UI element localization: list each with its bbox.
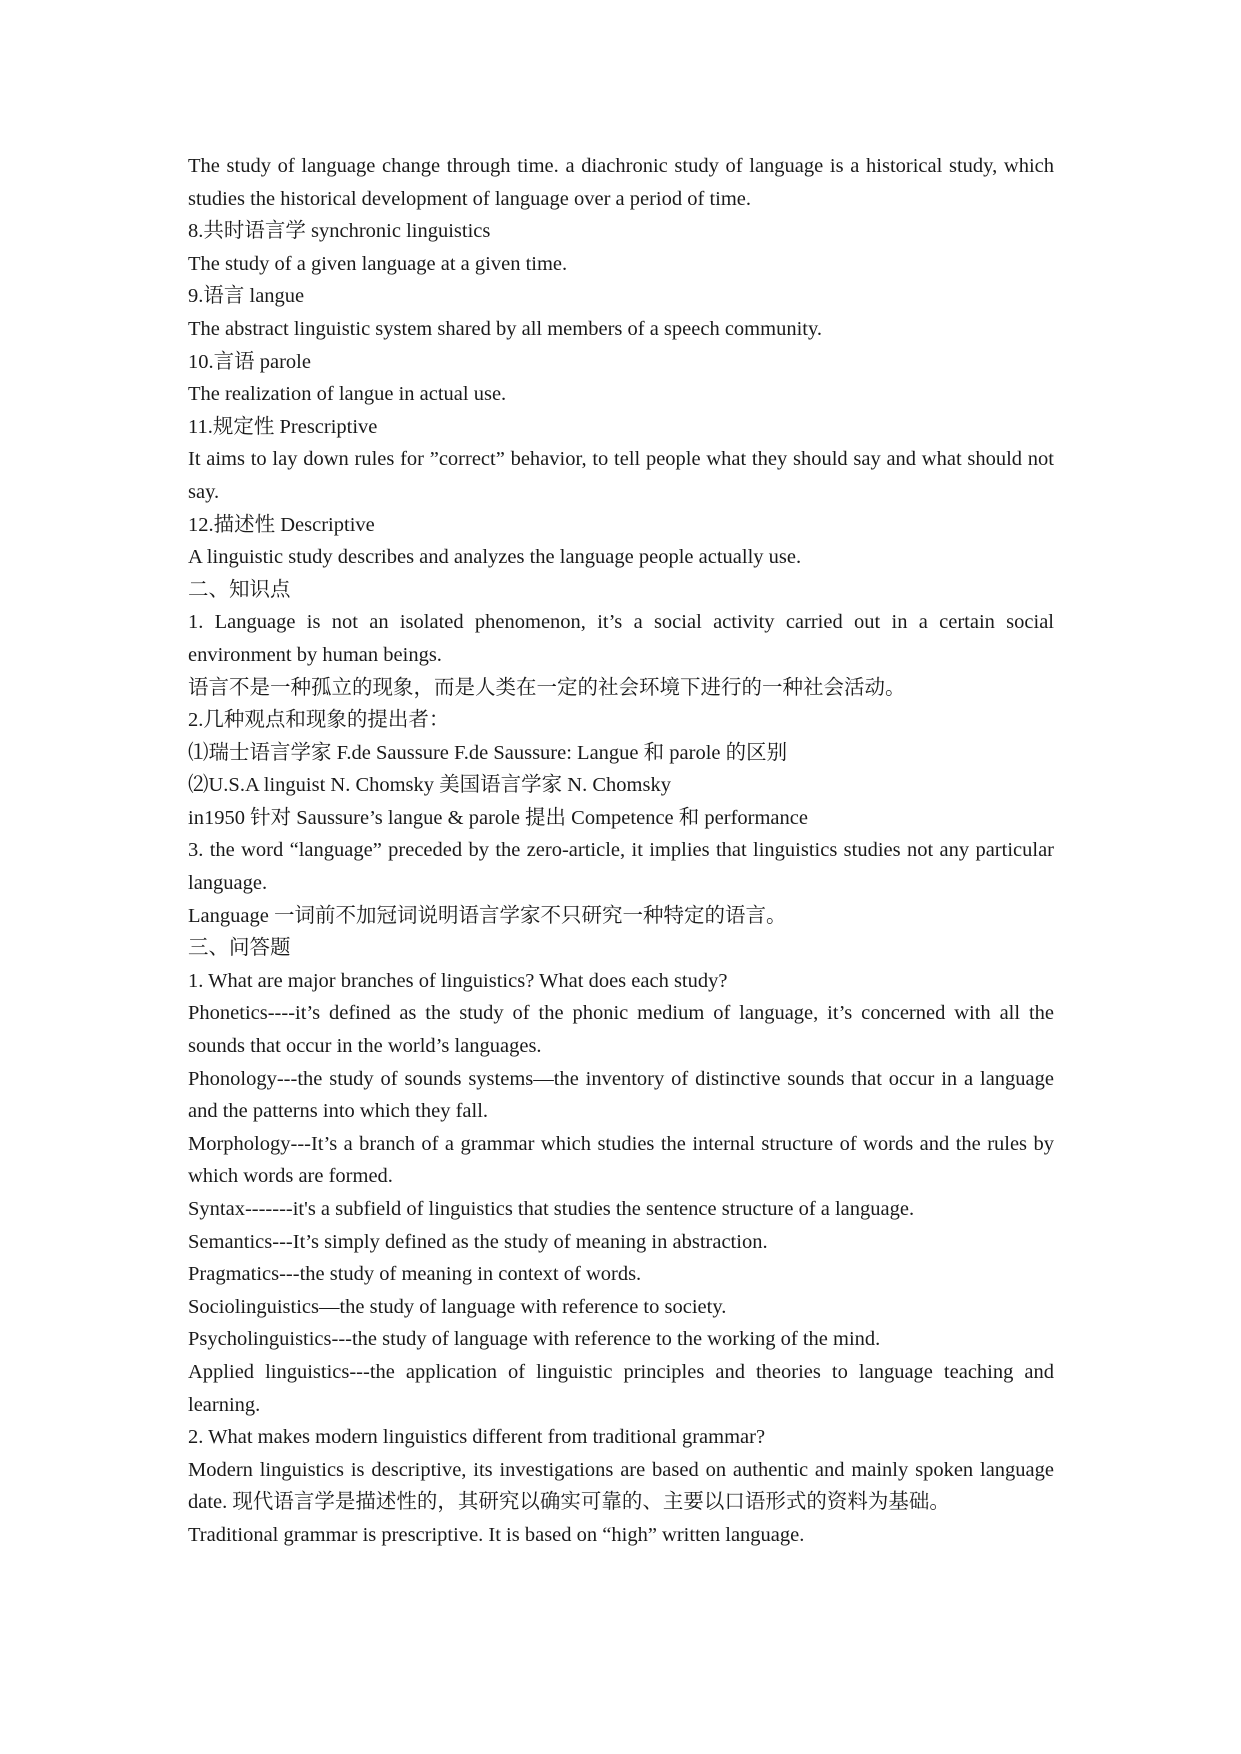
answer-applied-linguistics: Applied linguistics---the application of linguistic principles and theories to language teaching and learning. bbox=[188, 1360, 1054, 1416]
term-synchronic-linguistics: 8.共时语言学 synchronic linguistics bbox=[188, 220, 491, 243]
paragraph-parole-definition: The realization of langue in actual use. bbox=[188, 383, 507, 406]
paragraph-point-2-item-1: ⑴瑞士语言学家 F.de Saussure F.de Saussure: Langue 和 parole 的区别 bbox=[188, 741, 788, 764]
paragraph-point-3: 3. the word “language” preceded by the zero-article, it implies that linguistics studies not any particular language. bbox=[188, 839, 1054, 895]
paragraph-point-2: 2.几种观点和现象的提出者： bbox=[188, 709, 450, 732]
answer-psycholinguistics: Psycholinguistics---the study of language with reference to the working of the mind. bbox=[188, 1328, 881, 1351]
paragraph-langue-definition: The abstract linguistic system shared by all members of a speech community. bbox=[188, 317, 822, 340]
term-descriptive: 12.描述性 Descriptive bbox=[188, 513, 375, 536]
term-parole: 10.言语 parole bbox=[188, 350, 311, 373]
paragraph-synchronic-definition: The study of a given language at a given time. bbox=[188, 252, 568, 275]
paragraph-point-2-item-2: ⑵U.S.A linguist N. Chomsky 美国语言学家 N. Chomsky bbox=[188, 774, 671, 797]
answer-phonology: Phonology---the study of sounds systems—the inventory of distinctive sounds that occur in a language and the patterns into which they fall. bbox=[188, 1067, 1054, 1123]
document-body bbox=[188, 150, 1054, 1552]
paragraph-point-3-translation: Language 一词前不加冠词说明语言学家不只研究一种特定的语言。 bbox=[188, 904, 787, 927]
paragraph-point-1-translation: 语言不是一种孤立的现象，而是人类在一定的社会环境下进行的一种社会活动。 bbox=[188, 676, 906, 699]
answer-morphology: Morphology---It’s a branch of a grammar which studies the internal structure of words and the rules by which words are formed. bbox=[188, 1132, 1054, 1188]
answer-syntax: Syntax-------it's a subfield of linguistics that studies the sentence structure of a language. bbox=[188, 1198, 915, 1220]
paragraph-prescriptive-definition: It aims to lay down rules for ”correct” behavior, to tell people what they should say and what should not say. bbox=[188, 448, 1054, 503]
paragraph-descriptive-definition: A linguistic study describes and analyzes the language people actually use. bbox=[188, 546, 802, 569]
question-2: 2. What makes modern linguistics different from traditional grammar? bbox=[188, 1426, 766, 1449]
answer-phonetics: Phonetics----it’s defined as the study of the phonic medium of language, it’s concerned with all the sounds that occur in the world’s languages. bbox=[188, 1002, 1054, 1058]
section-heading-knowledge-points: 二、知识点 bbox=[188, 578, 291, 601]
answer-traditional-grammar: Traditional grammar is prescriptive. It is based on “high” written language. bbox=[188, 1523, 805, 1546]
answer-sociolinguistics: Sociolinguistics—the study of language with reference to society. bbox=[188, 1295, 727, 1318]
question-1: 1. What are major branches of linguistics? What does each study? bbox=[188, 969, 728, 992]
term-prescriptive: 11.规定性 Prescriptive bbox=[188, 415, 378, 438]
paragraph-diachronic-definition: The study of language change through time. a diachronic study of language is a historical study, which studies the historical development of language over a period of time. bbox=[188, 155, 1054, 210]
section-heading-questions: 三、问答题 bbox=[188, 937, 291, 960]
term-langue: 9.语言 langue bbox=[188, 285, 305, 308]
answer-pragmatics: Pragmatics---the study of meaning in context of words. bbox=[188, 1263, 642, 1286]
answer-semantics: Semantics---It’s simply defined as the study of meaning in abstraction. bbox=[188, 1230, 768, 1253]
paragraph-point-2-item-2-detail: in1950 针对 Saussure’s langue & parole 提出 Competence 和 performance bbox=[188, 806, 808, 829]
paragraph-point-1: 1. Language is not an isolated phenomenon, it’s a social activity carried out in a certain social environment by human beings. bbox=[188, 611, 1054, 666]
answer-modern-linguistics: Modern linguistics is descriptive, its investigations are based on authentic and mainly spoken language date. 现代语言学是描述性的，其研究以确实可靠的、主要以口语形式的资料为基础。 bbox=[188, 1458, 1054, 1514]
